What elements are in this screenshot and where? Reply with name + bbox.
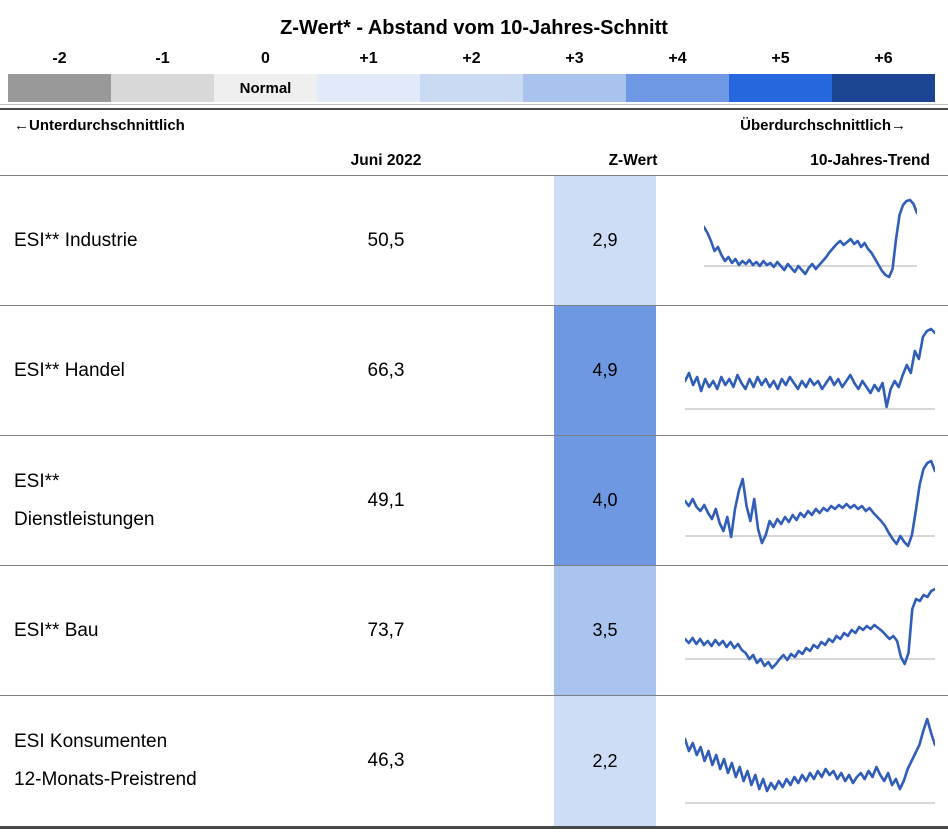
scale-tick-label: 0 [261,50,270,67]
row-value: 73,7 [367,619,405,641]
below-average-label: ←Unterdurchschnittlich [14,116,185,134]
table-body [0,176,948,829]
row-value: 49,1 [367,489,405,511]
scale-tick-label: +4 [668,50,687,67]
scale-color-segment [420,74,523,102]
row-zwert-value: 4,0 [592,490,618,510]
scale-color-segment [8,74,111,102]
sparkline-series [685,719,935,791]
sparkline-series [685,589,935,668]
row-value: 50,5 [367,229,405,251]
scale-tick-label: +3 [565,50,584,67]
row-label-line: ESI Konsumenten [14,731,168,752]
scale-tick-label: +5 [771,50,790,67]
column-header-zwert: Z-Wert [608,152,658,169]
above-average-label: Überdurchschnittlich→ [740,116,906,134]
scale-tick-label: +6 [874,50,893,67]
row-zwert-value: 2,2 [592,750,618,771]
scale-color-segment [626,74,729,102]
scale-color-segment [729,74,832,102]
sparkline-series [685,461,935,546]
row-zwert-cell [554,436,656,565]
scale-color-segment [523,74,626,102]
scale-tick-label: -2 [52,50,67,67]
row-zwert-cell [554,696,656,826]
row-zwert-cell [554,306,656,435]
trend-sparkline-chart [685,321,935,421]
direction-labels [0,110,948,140]
scale-color-segment [214,74,317,102]
row-label-line: ESI** [14,470,60,492]
row-zwert-cell [554,176,656,305]
row-value: 46,3 [367,750,405,771]
row-label-line: ESI** Bau [14,619,99,641]
scale-color-segment [111,74,214,102]
page-title: Z-Wert* - Abstand vom 10-Jahres-Schnitt [280,17,668,39]
table-row [0,566,948,696]
sparkline-series [685,329,935,407]
scale-tick-label: -1 [155,50,170,67]
row-label [0,463,330,539]
trend-sparkline-chart [685,451,935,551]
row-label-line: ESI** Industrie [14,229,138,251]
row-label-line: Dienstleistungen [14,508,155,530]
row-label [0,352,330,390]
column-header-trend: 10-Jahres-Trend [810,152,930,169]
trend-sparkline-chart [685,711,935,811]
table-row [0,436,948,566]
row-zwert-value: 2,9 [592,230,618,250]
row-trend-sparkline [672,176,948,305]
row-trend-sparkline [672,696,948,826]
trend-sparkline-chart [704,191,917,291]
row-zwert-value: 3,5 [592,620,618,640]
row-label-line: 12-Monats-Preistrend [14,769,197,790]
row-label [0,612,330,650]
scale-ticks [8,44,935,74]
table-row [0,306,948,436]
row-trend-sparkline [672,306,948,435]
column-header-month: Juni 2022 [350,152,422,169]
scale-tick-label: +1 [359,50,378,67]
scale-color-bar [8,74,935,102]
row-label [0,723,330,799]
scale-color-segment [317,74,420,102]
table-header-row [0,140,948,176]
scale-normal-label: Normal [239,79,292,97]
row-zwert-cell [554,566,656,695]
row-value: 66,3 [367,359,405,381]
row-zwert-value: 4,9 [592,360,618,380]
row-trend-sparkline [672,436,948,565]
row-label-line: ESI** Handel [14,359,125,381]
row-trend-sparkline [672,566,948,695]
row-label [0,222,330,260]
trend-sparkline-chart [685,581,935,681]
scale-color-segment [832,74,935,102]
table-row [0,176,948,306]
table-row [0,696,948,826]
scale-tick-label: +2 [462,50,481,67]
